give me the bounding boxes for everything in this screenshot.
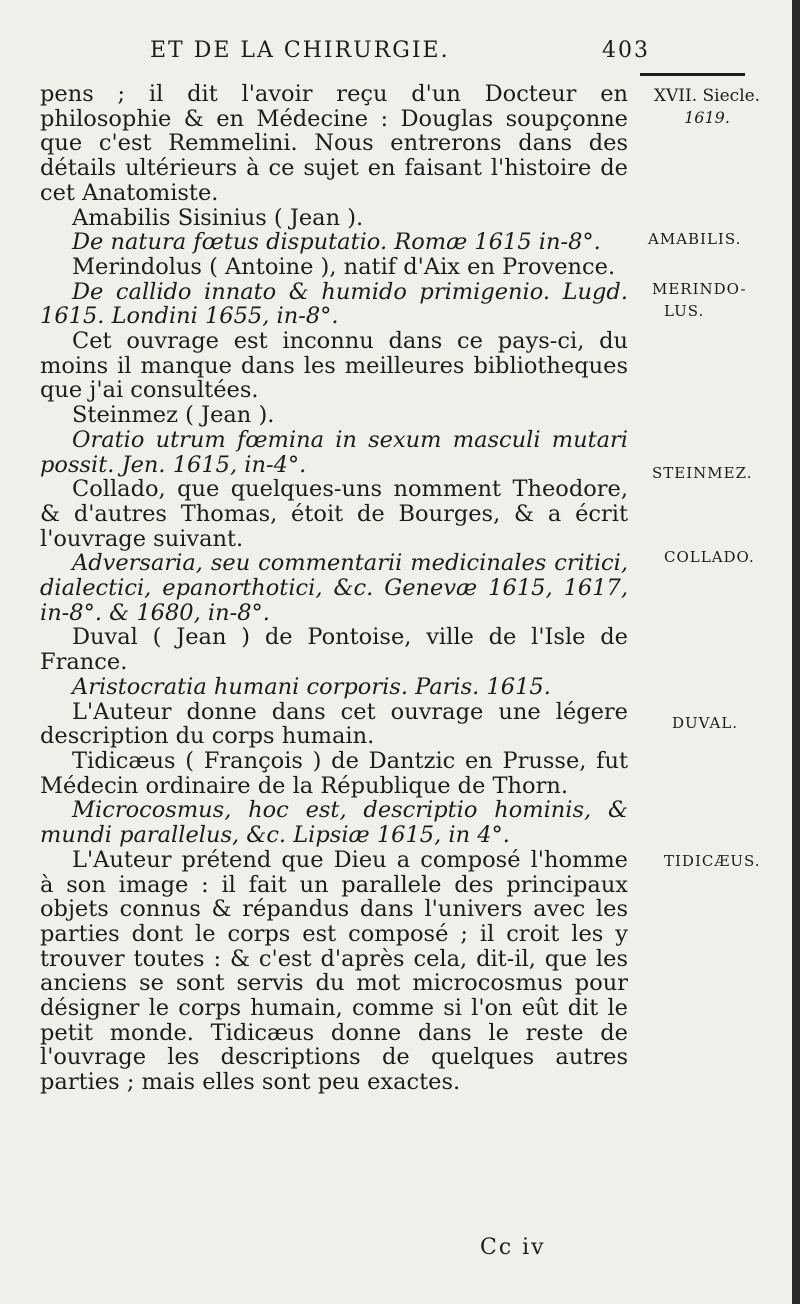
entry-title-duval: Aristocratia humani corporis. Paris. 1615. <box>72 673 551 700</box>
page-edge-shadow <box>792 0 800 1304</box>
entry-title-amabilis: De natura fœtus disputatio. Romæ 1615 in-8°. <box>72 229 601 256</box>
page-body <box>40 82 628 1095</box>
running-title: ET DE LA CHIRURGIE. <box>150 38 450 63</box>
entry-heading-merindolus: Merindolus ( Antoine ), natif d'Aix en Provence. <box>72 253 616 280</box>
page-number: 403 <box>602 38 650 63</box>
margin-note-duval: DUVAL. <box>672 714 739 732</box>
margin-note-tidicaeus: TIDICÆUS. <box>664 852 761 870</box>
entry-heading-steinmez: Steinmez ( Jean ). <box>72 402 275 429</box>
paragraph-continuation: pens ; il dit l'avoir reçu d'un Docteur en philosophie & en Médecine : Douglas soupçonne que c'est Remmelini. Nous entrerons dans des détails ultérieurs à ce sujet en faisant l'histoire de cet Anatomiste. <box>40 81 628 206</box>
header-rule <box>640 73 745 76</box>
entry-heading-tidicaeus: Tidicæus ( François ) de Dantzic en Prusse, fut Médecin ordinaire de la République de Thorn. <box>40 747 628 799</box>
entry-title-steinmez: Oratio utrum fœmina in sexum masculi mutari possit. Jen. 1615, in-4°. <box>40 426 628 478</box>
margin-note-collado: COLLADO. <box>664 548 755 566</box>
year-label: 1619. <box>684 108 730 127</box>
margin-note-merindolus-2: LUS. <box>664 302 705 320</box>
margin-note-merindolus-1: MERINDO- <box>652 280 747 298</box>
margin-century <box>652 85 762 129</box>
signature-mark: Cc iv <box>480 1235 546 1260</box>
entry-title-collado: Adversaria, seu commentarii medicinales critici, dialectici, epanorthotici, &c. Genevæ 1615, 1617, in-8°. & 1680, in-8°. <box>40 550 628 626</box>
entry-note-tidicaeus: L'Auteur prétend que Dieu a composé l'homme à son image : il fait un parallele des principaux objets connus & répandus dans l'univers avec les parties dont le corps est composé ; il croit les y trouver toutes : & c'est d'après cela, dit-il, que les anciens se sont servis du mot microcosmus pour désigner le corps humain, comme si l'on eût dit le petit monde. Tidicæus donne dans le reste de l'ouvrage les descriptions de quelques autres parties ; mais elles sont peu exactes. <box>40 846 628 1096</box>
margin-note-amabilis: AMABILIS. <box>648 230 742 248</box>
century-label: XVII. Siecle. <box>653 86 761 106</box>
entry-title-tidicaeus: Microcosmus, hoc est, descriptio hominis, & mundi parallelus, &c. Lipsiæ 1615, in 4°. <box>40 797 628 849</box>
entry-heading-collado: Collado, que quelques-uns nomment Theodore, & d'autres Thomas, étoit de Bourges, & a écrit l'ouvrage suivant. <box>40 476 628 552</box>
margin-note-steinmez: STEINMEZ. <box>652 464 753 482</box>
entry-title-merindolus: De callido innato & humido primigenio. Lugd. 1615. Londini 1655, in-8°. <box>40 278 628 330</box>
page-header <box>150 38 650 68</box>
entry-heading-duval: Duval ( Jean ) de Pontoise, ville de l'Isle de France. <box>40 624 628 676</box>
entry-heading-amabilis: Amabilis Sisinius ( Jean ). <box>72 204 364 231</box>
entry-note-duval: L'Auteur donne dans cet ouvrage une légere description du corps humain. <box>40 698 628 750</box>
entry-note-merindolus: Cet ouvrage est inconnu dans ce pays-ci, du moins il manque dans les meilleures bibliotheques que j'ai consultées. <box>40 328 628 404</box>
